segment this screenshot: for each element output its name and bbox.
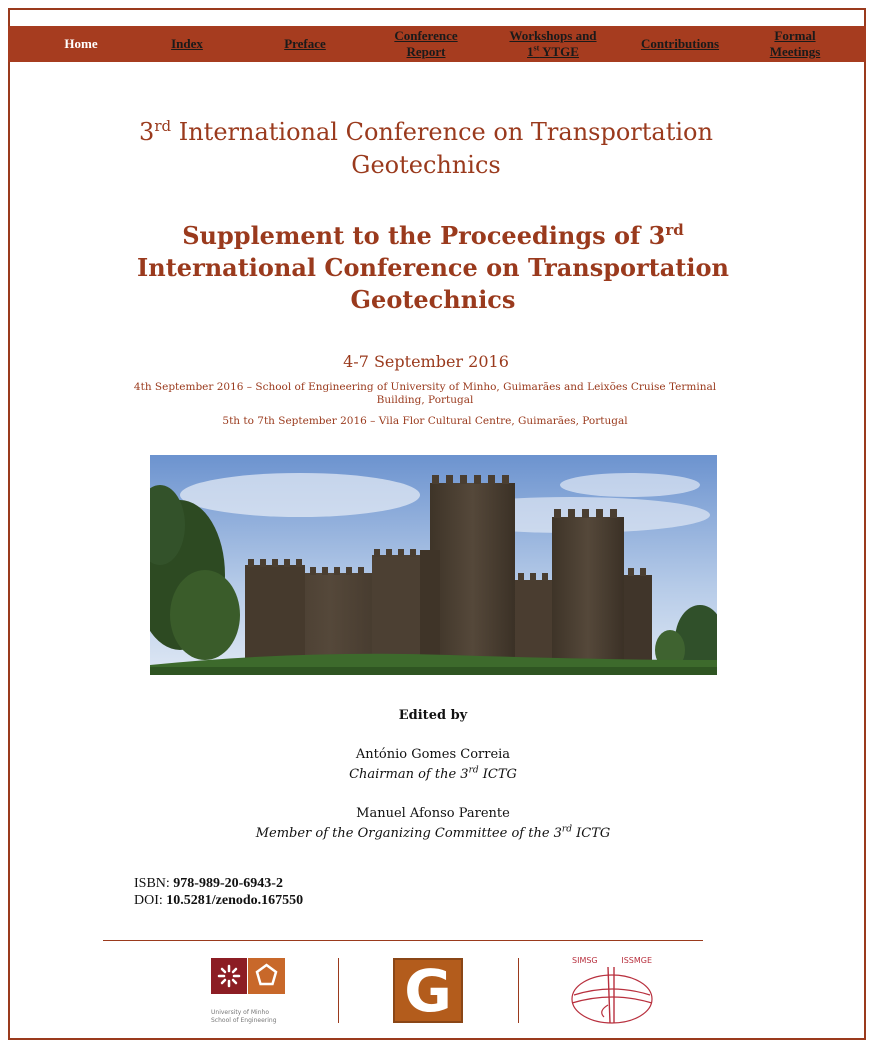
nav-preface[interactable]: Preface <box>284 36 326 51</box>
conference-dates: 4-7 September 2016 <box>343 352 509 371</box>
issmge-label: ISSMGE <box>621 956 652 965</box>
nav-conference-report[interactable]: Conference Report <box>394 28 458 59</box>
uminho-sublabel: School of Engineering <box>211 1017 277 1024</box>
venue-line-2: 5th to 7th September 2016 – Vila Flor Cultural Centre, Guimarães, Portugal <box>222 415 628 427</box>
spms-label: SIMSG <box>572 956 598 965</box>
identifiers <box>134 875 303 909</box>
logo-divider-1 <box>338 958 339 1023</box>
uminho-label: University of Minho <box>211 1009 269 1016</box>
editor-name: Manuel Afonso Parente <box>356 806 510 821</box>
doi-line: DOI: 10.5281/zenodo.167550 <box>134 893 304 908</box>
supplement-title: Supplement to the Proceedings of 3rd International Conference on Transportation Geotechnics <box>137 221 729 314</box>
issmge-logo <box>568 956 656 1026</box>
nav-home[interactable]: Home <box>64 36 98 51</box>
nav-formal-meetings[interactable]: Formal Meetings <box>769 28 821 59</box>
g-logo: G <box>393 958 463 1023</box>
edited-by-heading: Edited by <box>398 708 468 723</box>
editor-role: Member of the Organizing Committee of the 3rd ICTG <box>255 824 611 841</box>
nav-workshops[interactable]: Workshops and 1st YTGE <box>509 28 597 59</box>
isbn-line: ISBN: 978-989-20-6943-2 <box>134 876 283 891</box>
editor-name: António Gomes Correia <box>355 747 511 762</box>
footer-divider <box>103 940 703 941</box>
nav-contributions[interactable]: Contributions <box>640 36 720 51</box>
uminho-logo <box>211 958 285 1024</box>
nav-index[interactable]: Index <box>171 36 203 51</box>
castle-photo <box>150 455 717 675</box>
editor-1 <box>100 745 766 785</box>
conference-title: 3rd International Conference on Transportation Geotechnics <box>139 117 713 179</box>
venue-line-1: 4th September 2016 – School of Engineering of University of Minho, Guimarães and Leixões Cruise Terminal Building, Portugal <box>133 381 717 406</box>
editor-role: Chairman of the 3rd ICTG <box>349 765 517 782</box>
editor-2 <box>100 804 766 844</box>
top-nav <box>8 26 866 62</box>
logo-divider-2 <box>518 958 519 1023</box>
